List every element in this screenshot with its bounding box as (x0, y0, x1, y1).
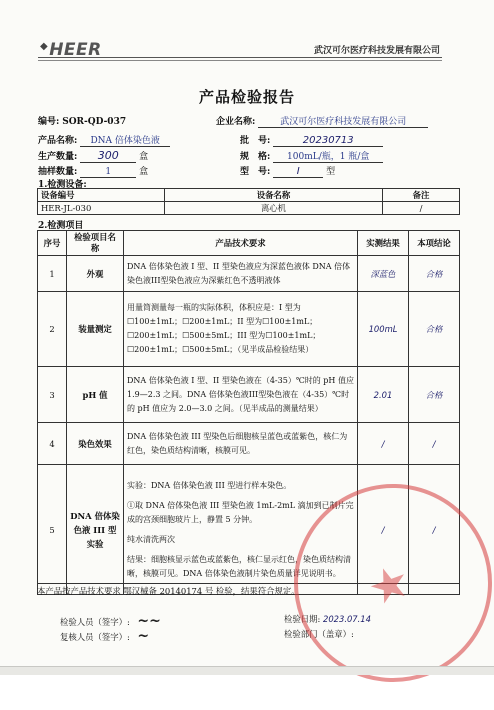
company-logo: ◆HEER (40, 40, 102, 60)
report-title: 产品检验报告 (198, 88, 295, 106)
requirement-line: 实验：DNA 倍体染色液 III 型进行样本染色。 (127, 480, 292, 490)
row-item: 装量测定 (67, 292, 124, 367)
inspector-line (60, 613, 161, 629)
section-equipment-title: 1.检测设备: (38, 180, 87, 190)
inspector-label: 检验人员（签字）: (60, 617, 130, 627)
tests-header-cell: 序号 (38, 231, 67, 256)
equipment-table (37, 188, 460, 215)
seal-star-icon: ★ (360, 552, 418, 617)
tests-header-cell: 产品技术要求 (124, 231, 358, 256)
inspect-date-label: 检验日期: (284, 614, 321, 624)
header-company-name: 武汉可尔医疗科技发展有限公司 (313, 46, 440, 56)
row-conclusion: 合格 (409, 367, 460, 423)
tests-header-cell: 本项结论 (409, 231, 460, 256)
equipment-cell: HER-JL-030 (38, 202, 165, 215)
row-item: pH 值 (67, 367, 124, 423)
batch-field: 批 号: 20230713 (240, 133, 383, 147)
equipment-cell: 离心机 (165, 202, 383, 215)
row-number: 3 (38, 367, 67, 423)
row-number: 5 (38, 465, 67, 595)
requirement-line: ①取 DNA 倍体染色液 III 型染色液 1mL-2mL 滴加到已制片完成的宫颈细胞玻片上，静置 5 分钟。 (127, 500, 354, 524)
row-result: 深蓝色 (358, 256, 409, 292)
equipment-cell: / (383, 202, 460, 215)
row-requirement: DNA 倍体染色液 I 型、II 型染色液在（4-35）℃时的 pH 值应 1.9—2.3 之间。DNA 倍体染色液III型染色液在（4-35）℃时的 pH 值应为 2.0—3.0 之间。（见半成品的测量结果） (124, 367, 358, 423)
row-item: 外观 (67, 256, 124, 292)
tests-header-cell: 实测结果 (358, 231, 409, 256)
row-requirement: DNA 倍体染色液 I 型、II 型染色液应为深蓝色液体 DNA 倍体染色液III型染色液应为深紫红色不透明液体 (124, 256, 358, 292)
row-item: DNA 倍体染色液 III 型实验 (67, 465, 124, 595)
equipment-header-cell: 设备名称 (165, 189, 383, 202)
row-conclusion: / (409, 465, 460, 595)
table-row (38, 367, 460, 423)
tests-header-cell: 检验项目名称 (67, 231, 124, 256)
row-requirement: DNA 倍体染色液 III 型染色后细胞核呈蓝色或蓝紫色，核仁为红色，染色质结构清晰，核膜可见。 (124, 423, 358, 465)
spec-field: 规 格: 100mL/瓶，1 瓶/盒 (240, 149, 383, 163)
table-row (38, 423, 460, 465)
row-number: 1 (38, 256, 67, 292)
header-rule-thin (38, 60, 442, 61)
equipment-header-cell: 设备编号 (38, 189, 165, 202)
reviewer-signature: ~ (132, 628, 150, 644)
enterprise-field: 企业名称: 武汉可尔医疗科技发展有限公司 (216, 114, 428, 128)
requirement-line: 纯水清洗两次 (127, 534, 175, 544)
scan-bottom-edge (0, 666, 494, 675)
requirement-line: 结果：细胞核显示蓝色或蓝紫色，核仁显示红色，染色质结构清晰，核膜可见。DNA 倍体染色液制片染色质量详见说明书。 (127, 554, 351, 578)
model-field: 型 号: I 型 (240, 166, 336, 177)
conclusion-statement: 本产品按产品技术要求 鄂汉械备 20140174 号 检验，结果符合规定。 (37, 583, 460, 598)
equipment-row (38, 202, 460, 215)
table-row (38, 292, 460, 367)
inspector-signature: ~~ (132, 613, 161, 629)
row-conclusion: 合格 (409, 256, 460, 292)
equipment-header-row (38, 189, 460, 202)
table-row (38, 256, 460, 292)
production-field: 生产数量: 300 盒 (38, 149, 149, 162)
row-number: 4 (38, 423, 67, 465)
section-tests-title: 2.检测项目 (38, 221, 84, 231)
dept-label: 检验部门（盖章）: (284, 629, 354, 639)
row-conclusion: 合格 (409, 292, 460, 367)
row-number: 2 (38, 292, 67, 367)
code-field: 编号: SOR-QD-037 (38, 117, 127, 127)
row-item: 染色效果 (67, 423, 124, 465)
row-result: / (358, 465, 409, 595)
tests-header-row (38, 231, 460, 256)
row-result: 2.01 (358, 367, 409, 423)
product-field: 产品名称: DNA 倍体染色液 (38, 133, 170, 147)
header-rule (38, 57, 442, 58)
row-result: / (358, 423, 409, 465)
row-requirement: 用量筒测量每一瓶的实际体积，体积应是：I 型为☐100±1mL；☐200±1mL；II 型为☐100±1mL；☐200±1mL；☐500±5mL；III 型为☐100±1mL；☐200±1mL；☐500±5mL；（见半成品检验结果） (124, 292, 358, 367)
sample-field: 抽样数量: 1 盒 (38, 167, 149, 177)
row-conclusion: / (409, 423, 460, 465)
inspect-date-value: 2023.07.14 (323, 614, 371, 624)
reviewer-label: 复核人员（签字）: (60, 632, 130, 642)
reviewer-line (60, 628, 149, 644)
equipment-header-cell: 备注 (383, 189, 460, 202)
row-result: 100mL (358, 292, 409, 367)
